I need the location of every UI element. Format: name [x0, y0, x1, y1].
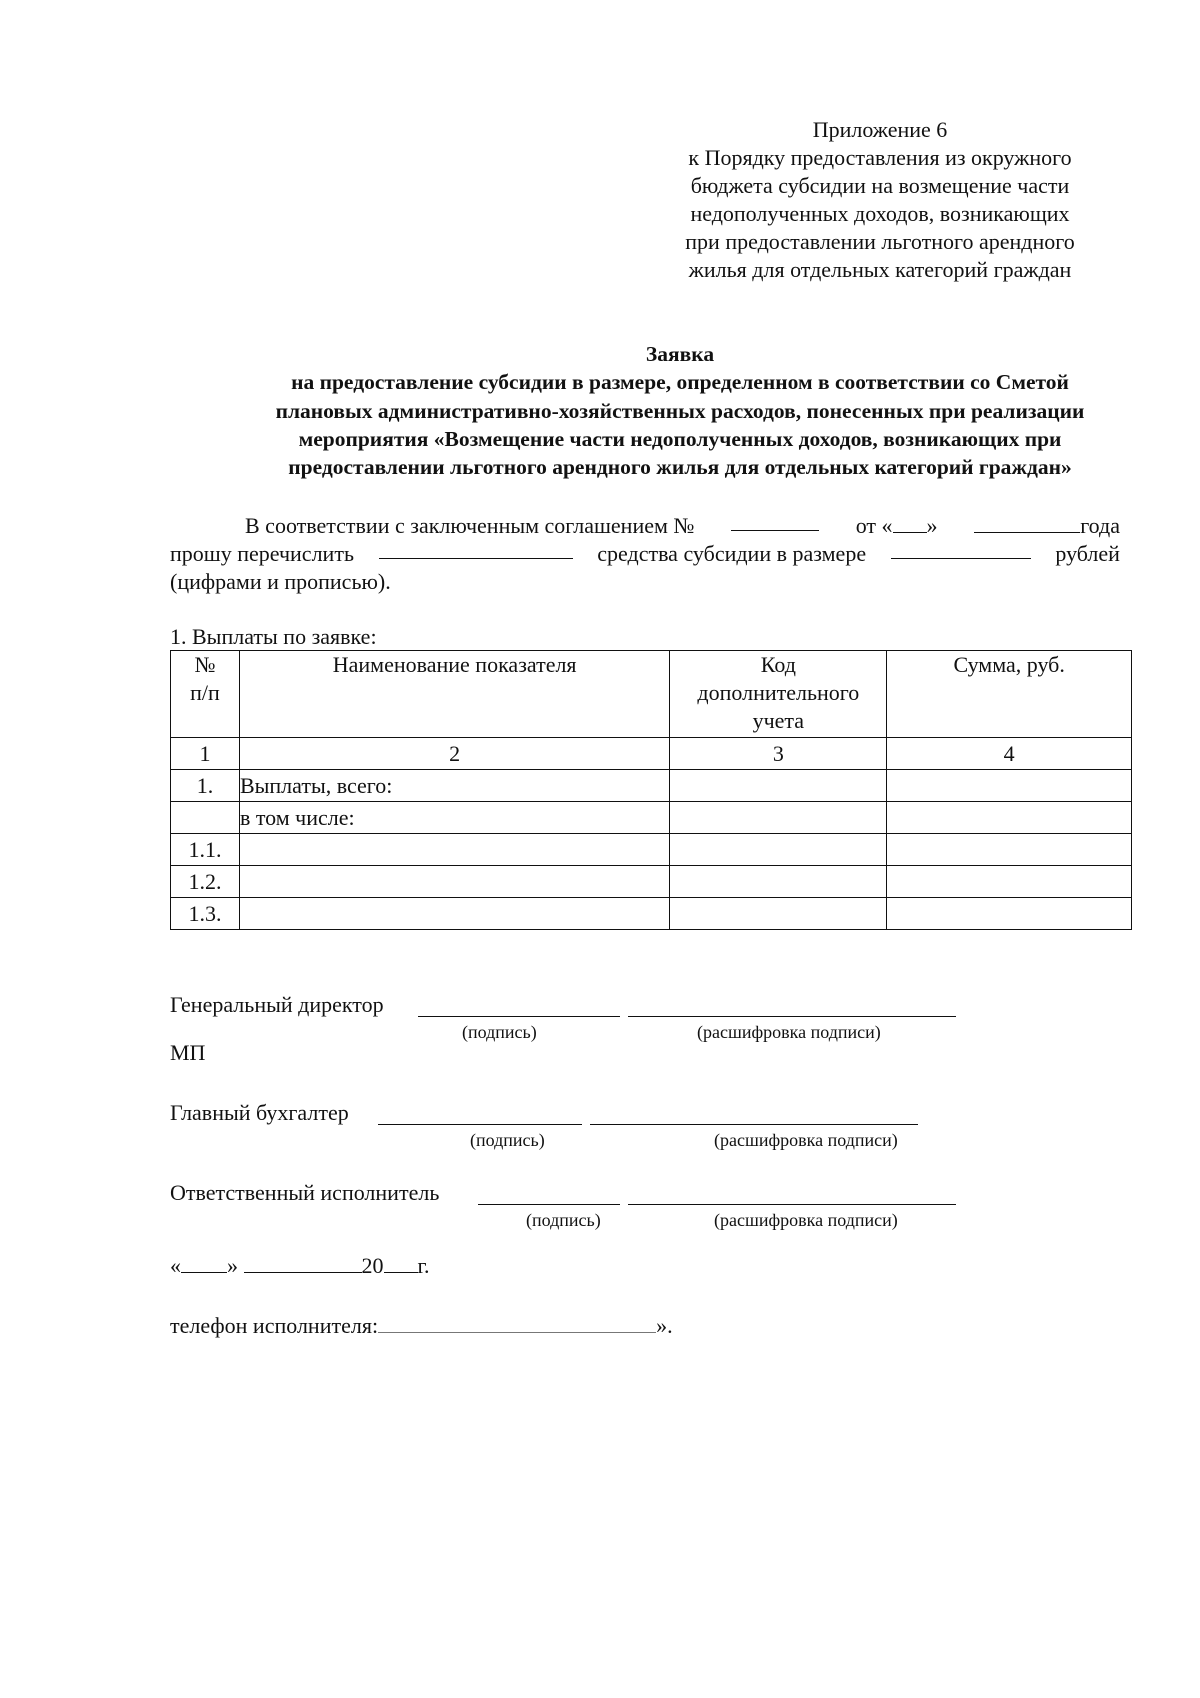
title-line: предоставлении льготного арендного жилья для отдельных категорий граждан» [288, 455, 1072, 480]
date-month-field[interactable] [244, 1254, 362, 1273]
appendix-line: при предоставлении льготного арендного [685, 229, 1075, 254]
table-row [171, 834, 1132, 866]
title-line: плановых административно-хозяйственных расходов, понесенных при реализации [275, 398, 1085, 423]
appendix-header [640, 116, 1120, 284]
date-day-field[interactable] [181, 1254, 227, 1273]
agreement-month-field[interactable] [974, 514, 1080, 533]
row-code-cell[interactable] [670, 770, 887, 802]
row-sum-cell[interactable] [887, 802, 1132, 834]
payments-table [170, 650, 1132, 930]
row-num: 1.3. [171, 898, 240, 930]
executor-signature-field[interactable] [478, 1204, 620, 1205]
table-row [171, 866, 1132, 898]
row-name-cell[interactable] [239, 898, 669, 930]
row-num: 1.2. [171, 866, 240, 898]
phone-field[interactable] [378, 1314, 656, 1333]
accountant-label: Главный бухгалтер [170, 1100, 349, 1125]
header-sum: Сумма, руб. [887, 651, 1132, 738]
row-sum-cell[interactable] [887, 866, 1132, 898]
table-row [171, 770, 1132, 802]
row-sum-cell[interactable] [887, 898, 1132, 930]
header-name: Наименование показателя [239, 651, 669, 738]
date-text: г. [417, 1253, 430, 1278]
table-row [171, 898, 1132, 930]
signature-caption: (подпись) [470, 1130, 545, 1150]
recipient-field[interactable] [379, 540, 573, 559]
intro-paragraph [170, 512, 1120, 596]
document-title [120, 340, 1200, 481]
decoding-caption: (расшифровка подписи) [714, 1130, 898, 1150]
executor-label: Ответственный исполнитель [170, 1180, 440, 1205]
col-number: 3 [670, 738, 887, 770]
intro-line-1 [170, 512, 1120, 540]
col-number: 4 [887, 738, 1132, 770]
appendix-line: Приложение 6 [812, 117, 948, 142]
row-name-cell[interactable] [239, 834, 669, 866]
row-sum-cell[interactable] [887, 770, 1132, 802]
appendix-line: бюджета субсидии на возмещение части [690, 173, 1070, 198]
header-num: № п/п [171, 651, 240, 738]
stamp-place-label: МП [170, 1040, 206, 1065]
intro-line-2 [170, 540, 1120, 568]
intro-text: средства субсидии в размере [597, 541, 867, 566]
phone-suffix: ». [656, 1313, 673, 1338]
appendix-line: к Порядку предоставления из окружного [688, 145, 1072, 170]
col-number: 2 [239, 738, 669, 770]
title-line: на предоставление субсидии в размере, определенном в соответствии со Сметой [291, 370, 1069, 395]
table-row [171, 802, 1132, 834]
director-decoding-field[interactable] [628, 1016, 956, 1017]
accountant-decoding-field[interactable] [590, 1124, 918, 1125]
row-name-cell[interactable] [239, 866, 669, 898]
amount-field[interactable] [891, 540, 1031, 559]
agreement-day-field[interactable] [893, 514, 927, 533]
director-signature-field[interactable] [418, 1016, 620, 1017]
row-name: в том числе: [239, 802, 669, 834]
date-text: 20 [361, 1253, 384, 1278]
signature-caption: (подпись) [462, 1022, 537, 1042]
decoding-caption: (расшифровка подписи) [714, 1210, 898, 1230]
accountant-signature-field[interactable] [378, 1124, 582, 1125]
row-sum-cell[interactable] [887, 834, 1132, 866]
intro-year-group [974, 512, 1120, 540]
row-num: 1.1. [171, 834, 240, 866]
row-code-cell[interactable] [670, 898, 887, 930]
section-label: 1. Выплаты по заявке: [170, 624, 377, 649]
intro-text: » [926, 513, 938, 538]
row-code-cell[interactable] [670, 834, 887, 866]
date-line [170, 1253, 430, 1279]
phone-line [170, 1313, 673, 1339]
intro-text: рублей [1055, 541, 1120, 566]
intro-text: от « [855, 513, 893, 538]
header-code: Код дополнительного учета [670, 651, 887, 738]
executor-decoding-field[interactable] [628, 1204, 956, 1205]
intro-text: года [1080, 513, 1120, 538]
phone-label: телефон исполнителя: [170, 1313, 379, 1338]
row-name: Выплаты, всего: [239, 770, 669, 802]
row-code-cell[interactable] [670, 866, 887, 898]
col-number: 1 [171, 738, 240, 770]
title-line: Заявка [645, 342, 715, 366]
table-header-row [171, 651, 1132, 738]
appendix-line: недополученных доходов, возникающих [690, 201, 1070, 226]
appendix-line: жилья для отдельных категорий граждан [688, 257, 1072, 282]
intro-date-group [856, 512, 938, 540]
decoding-caption: (расшифровка подписи) [697, 1022, 881, 1042]
row-num: 1. [171, 770, 240, 802]
title-line: мероприятия «Возмещение части недополученных доходов, возникающих при [298, 426, 1062, 451]
date-year-field[interactable] [384, 1254, 418, 1273]
row-num [171, 802, 240, 834]
date-text: « [170, 1253, 181, 1278]
date-text: » [227, 1253, 238, 1278]
agreement-number-field[interactable] [731, 512, 819, 531]
signature-caption: (подпись) [526, 1210, 601, 1230]
column-number-row [171, 738, 1132, 770]
intro-text: В соответствии с заключенным соглашением № [245, 513, 695, 538]
director-label: Генеральный директор [170, 992, 384, 1017]
intro-text: прошу перечислить [170, 541, 354, 566]
row-code-cell[interactable] [670, 802, 887, 834]
intro-line-3: (цифрами и прописью). [170, 569, 391, 594]
